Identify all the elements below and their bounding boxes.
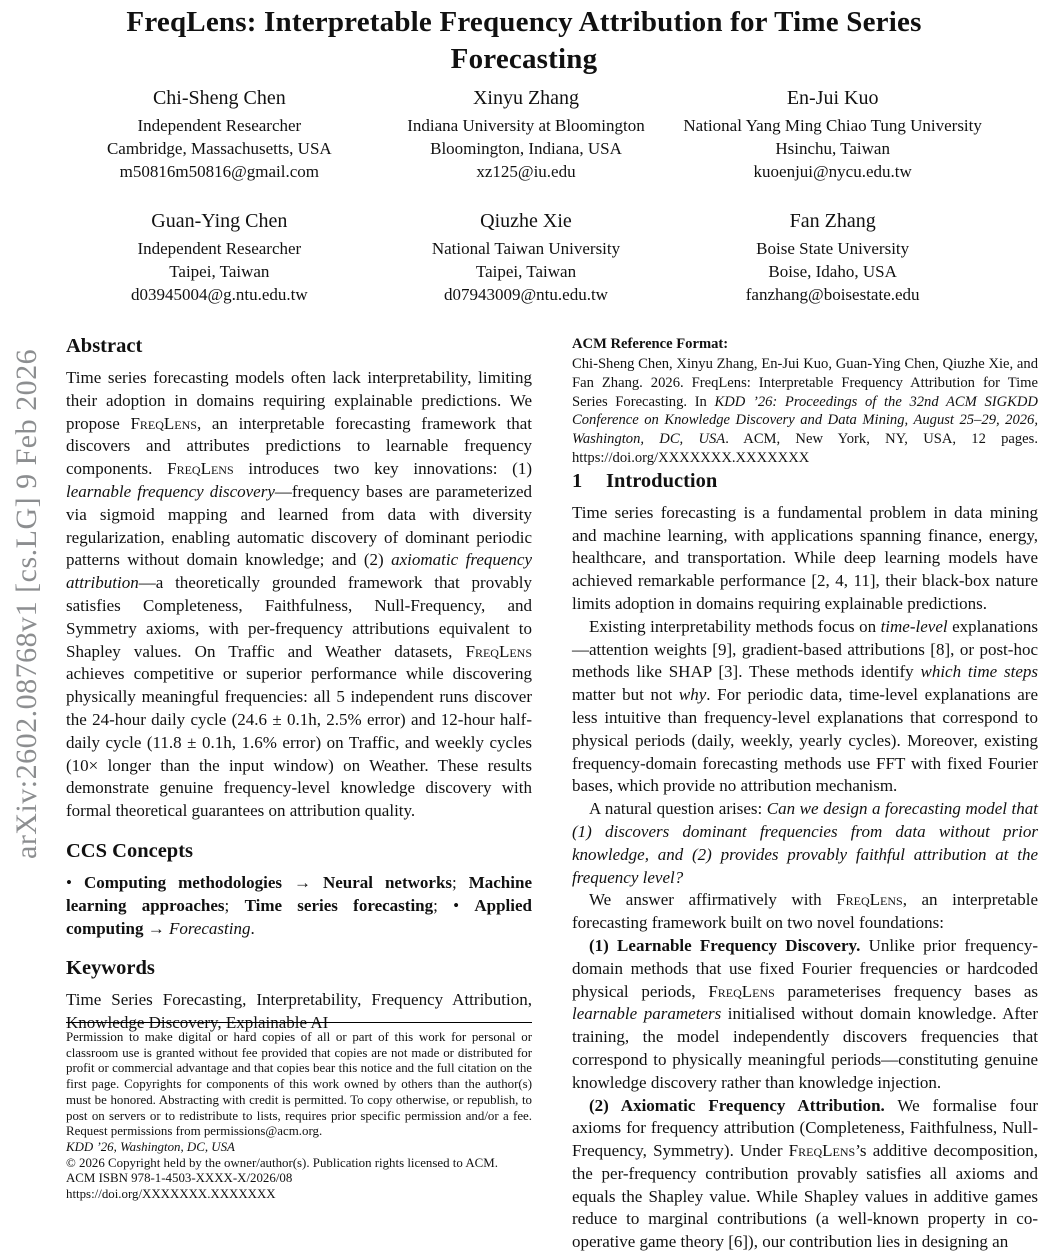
author-block bbox=[70, 86, 369, 183]
arxiv-watermark: arXiv:2602.08768v1 [cs.LG] 9 Feb 2026 bbox=[2, 248, 52, 960]
author-name: Fan Zhang bbox=[683, 209, 982, 233]
author-affiliation: National Taiwan University bbox=[377, 237, 676, 260]
doi-link[interactable]: https://doi.org/XXXXXXX.XXXXXXX bbox=[66, 1187, 532, 1203]
author-affiliation: Independent Researcher bbox=[70, 114, 369, 137]
section-number: 1 bbox=[572, 468, 606, 494]
intro-paragraph: A natural question arises: Can we design a forecasting model that (1) discovers dominant frequencies from data without prior knowledge, and (2) provides provably faithful attribution at the frequency level? bbox=[572, 798, 1038, 889]
permission-block bbox=[66, 1022, 532, 1203]
author-location: Boise, Idaho, USA bbox=[683, 260, 982, 283]
intro-paragraph: Time series forecasting is a fundamental problem in data mining and machine learning, with applications spanning finance, energy, healthcare, and transportation. While deep learning models have achieved remarkable performance [2, 4, 11], their black-box nature limits adoption in domains requiring explainable predictions. bbox=[572, 502, 1038, 616]
section-title: Introduction bbox=[606, 470, 717, 492]
author-affiliation: Boise State University bbox=[683, 237, 982, 260]
copyright-line: © 2026 Copyright held by the owner/author(s). Publication rights licensed to ACM. bbox=[66, 1156, 532, 1172]
acm-reference-text: Chi-Sheng Chen, Xinyu Zhang, En-Jui Kuo, Guan-Ying Chen, Qiuzhe Xie, and Fan Zhang. 2026. FreqLens: Interpretable Frequency Attribution for Time Series Forecasting. In KDD ’26: Proceedings of the 32nd ACM SIGKDD Conference on Knowledge Discovery and Data Mining, August 25–29, 2026, Washington, DC, USA. ACM, New York, NY, USA, 12 pages. https://doi.org/XXXXXXX.XXXXXXX bbox=[572, 355, 1038, 468]
author-affiliation: Independent Researcher bbox=[70, 237, 369, 260]
author-location: Taipei, Taiwan bbox=[377, 260, 676, 283]
author-location: Taipei, Taiwan bbox=[70, 260, 369, 283]
abstract-heading: Abstract bbox=[66, 333, 532, 359]
author-name: Guan-Ying Chen bbox=[70, 209, 369, 233]
paper-title: FreqLens: Interpretable Frequency Attribution for Time Series Forecasting bbox=[64, 4, 984, 78]
author-email[interactable]: kuoenjui@nycu.edu.tw bbox=[683, 160, 982, 183]
author-email[interactable]: m50816m50816@gmail.com bbox=[70, 160, 369, 183]
intro-paragraph: (2) Axiomatic Frequency Attribution. We formalise four axioms for frequency attribution (Completeness, Faithfulness, Null-Frequency, Symmetry). Under FreqLens’s additive decomposition, the per-frequency contribution provably satisfies all axioms and equals the Shapley value. While Shapley values in additive games reduce to marginal contributions (a well-known property in co-operative game theory [6]), our contribution lies in designing an bbox=[572, 1095, 1038, 1254]
author-email[interactable]: fanzhang@boisestate.edu bbox=[683, 283, 982, 306]
author-email[interactable]: xz125@iu.edu bbox=[377, 160, 676, 183]
right-column bbox=[572, 333, 1038, 1254]
author-affiliation: National Yang Ming Chiao Tung University bbox=[683, 114, 982, 137]
abstract-text: Time series forecasting models often lack interpretability, limiting their adoption in domains requiring explainable predictions. We propose FreqLens, an interpretable forecasting framework that discovers and attributes predictions to learnable frequency components. FreqLens introduces two key innovations: (1) learnable frequency discovery—frequency bases are parameterized via sigmoid mapping and learned from data with diversity regularization, enabling automatic discovery of dominant periodic patterns without domain knowledge; and (2) axiomatic frequency attribution—a theoretically grounded framework that provably satisfies Completeness, Faithfulness, Null-Frequency, and Symmetry axioms, with per-frequency attributions equivalent to Shapley values. On Traffic and Weather datasets, FreqLens achieves competitive or superior performance while discovering physically meaningful frequencies: all 5 independent runs discover the 24-hour daily cycle (24.6 ± 0.1h, 2.5% error) and 12-hour half-daily cycle (11.8 ± 0.1h, 1.6% error) on Traffic, and weekly cycles (10× longer than the input window) on Weather. These results demonstrate genuine frequency-level knowledge discovery with formal theoretical guarantees on attribution quality. bbox=[66, 367, 532, 823]
author-name: Xinyu Zhang bbox=[377, 86, 676, 110]
author-email[interactable]: d03945004@g.ntu.edu.tw bbox=[70, 283, 369, 306]
introduction-heading bbox=[572, 468, 1038, 494]
permission-note: Permission to make digital or hard copies of all or part of this work for personal or classroom use is granted without fee provided that copies are not made or distributed for profit or commercial advantage and that copies bear this notice and the full citation on the first page. Copyrights for components of this work owned by others than the author(s) must be honored. Abstracting with credit is permitted. To copy otherwise, or republish, to post on servers or to redistribute to lists, requires prior specific permission and/or a fee. Request permissions from permissions@acm.org. bbox=[66, 1030, 532, 1140]
author-block bbox=[683, 86, 982, 183]
venue-line: KDD ’26, Washington, DC, USA bbox=[66, 1140, 532, 1156]
author-affiliation: Indiana University at Bloomington bbox=[377, 114, 676, 137]
author-block bbox=[683, 209, 982, 306]
author-name: En-Jui Kuo bbox=[683, 86, 982, 110]
author-block bbox=[377, 209, 676, 306]
author-location: Cambridge, Massachusetts, USA bbox=[70, 137, 369, 160]
keywords-heading: Keywords bbox=[66, 955, 532, 981]
ccs-heading: CCS Concepts bbox=[66, 838, 532, 864]
isbn-line: ACM ISBN 978-1-4503-XXXX-X/2026/08 bbox=[66, 1171, 532, 1187]
author-name: Chi-Sheng Chen bbox=[70, 86, 369, 110]
author-location: Hsinchu, Taiwan bbox=[683, 137, 982, 160]
author-block bbox=[377, 86, 676, 183]
intro-paragraph: Existing interpretability methods focus on time-level explanations—attention weights [9], gradient-based attributions [8], or post-hoc methods like SHAP [3]. These methods identify which time steps matter but not why. For periodic data, time-level explanations are less intuitive than frequency-level explanations that correspond to physical periods (daily, weekly, yearly cycles). Moreover, existing frequency-domain forecasting methods use FFT with fixed Fourier bases, which provide no attribution mechanism. bbox=[572, 616, 1038, 798]
author-location: Bloomington, Indiana, USA bbox=[377, 137, 676, 160]
intro-paragraph: (1) Learnable Frequency Discovery. Unlike prior frequency-domain methods that use fixed Fourier frequencies or hardcoded physical periods, FreqLens parameterises frequency bases as learnable parameters initialised without domain knowledge. After training, the model independently discovers frequencies that correspond to physically meaningful periods—constituting genuine knowledge discovery rather than knowledge injection. bbox=[572, 935, 1038, 1095]
left-column bbox=[66, 333, 532, 1035]
authors-grid bbox=[70, 86, 982, 306]
author-name: Qiuzhe Xie bbox=[377, 209, 676, 233]
keywords-text: Time Series Forecasting, Interpretability, Frequency Attribution, Knowledge Discovery, Explainable AI bbox=[66, 989, 532, 1035]
ccs-text: • Computing methodologies → Neural networks; Machine learning approaches; Time series forecasting; • Applied computing → Forecasting. bbox=[66, 872, 532, 940]
acm-reference-heading: ACM Reference Format: bbox=[572, 335, 1038, 354]
intro-paragraph: We answer affirmatively with FreqLens, an interpretable forecasting framework built on two novel foundations: bbox=[572, 889, 1038, 935]
author-block bbox=[70, 209, 369, 306]
author-email[interactable]: d07943009@ntu.edu.tw bbox=[377, 283, 676, 306]
